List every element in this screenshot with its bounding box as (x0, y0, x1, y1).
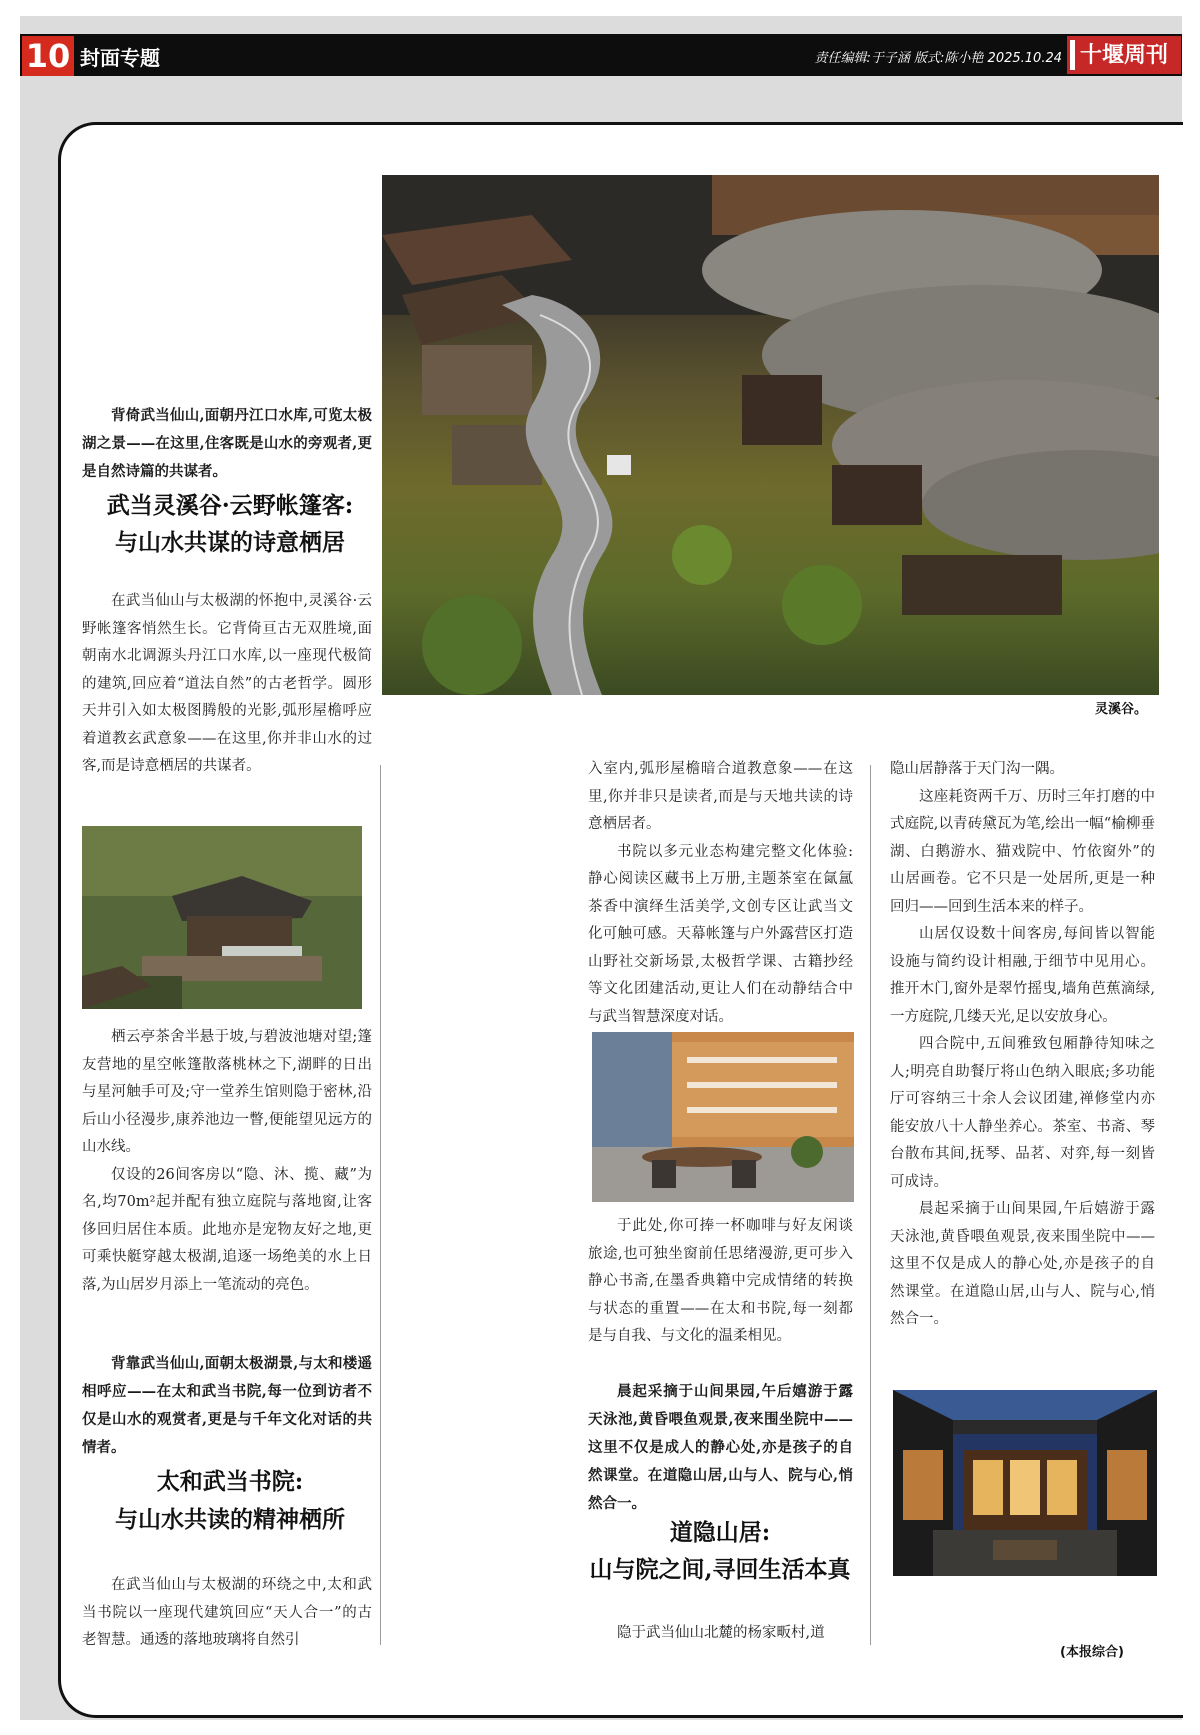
article3-paragraph-5: 晨起采摘于山间果园,午后嬉游于露天泳池,黄昏喂鱼观景,夜来围坐院中——这里不仅是成人的静心处,亦是孩子的自然课堂。在道隐山居,山与人、院与心,悄然合一。 (890, 1201, 1155, 1327)
article3-body-a (588, 1620, 853, 1648)
article2-title-line1: 太和武当书院: (156, 1468, 304, 1495)
article1-paragraph-3: 仅设的26间客房以“隐、沐、揽、藏”为名,均70m²起并配有独立庭院与落地窗,让客侈回归居住本质。此地亦是宠物友好之地,更可乘快艇穿越太极湖,追逐一场绝美的水上日落,为山居岁月添上一笔流动的亮色。 (82, 1166, 372, 1293)
article1-body-b (82, 1024, 372, 1299)
article3-paragraph-2: 这座耗资两千万、历时三年打磨的中式庭院,以青砖黛瓦为笔,绘出一幅“榆柳垂湖、白鹅游水、猫戏院中、竹依窗外”的山居画卷。它不只是一处居所,更是一种回归——回到生活本来的样子。 (890, 788, 1155, 915)
article1-paragraph-2: 栖云亭茶舍半悬于坡,与碧波池塘对望;篷友营地的星空帐篷散落桃林之下,湖畔的日出与星河触手可及;守一堂养生馆则隐于密林,沿后山小径漫步,康养池边一瞥,便能望见远方的山水线。 (82, 1029, 372, 1155)
article3-title-line2: 山与院之间,寻回生活本真 (589, 1556, 851, 1583)
article3-paragraph-1: 隐于武当仙山北麓的杨家畈村,道 (617, 1625, 825, 1641)
column-divider-2 (870, 765, 871, 1645)
bookstore-photo (592, 1032, 854, 1202)
article1-intro: 背倚武当仙山,面朝丹江口水库,可览太极湖之景——在这里,住客既是山水的旁观者,更是自然诗篇的共谋者。 (82, 407, 372, 480)
article3-title-line1: 道隐山居: (669, 1519, 771, 1546)
hero-caption: 灵溪谷。 (1095, 702, 1148, 717)
newspaper-brand: 十堰周刊 (1067, 36, 1181, 74)
tea-house-photo (82, 826, 362, 1009)
signoff: (本报综合) (1060, 1645, 1124, 1660)
article2-paragraph-1: 在武当仙山与太极湖的环绕之中,太和武当书院以一座现代建筑回应“天人合一”的古老智慧。通透的落地玻璃将自然引 (82, 1577, 372, 1648)
courtyard-photo (893, 1390, 1157, 1576)
article2-paragraph-1-cont: 入室内,弧形屋檐暗合道教意象——在这里,你并非只是读者,而是与天地共读的诗意栖居者。 (588, 761, 853, 832)
article1-paragraph-1: 在武当仙山与太极湖的怀抱中,灵溪谷·云野帐篷客悄然生长。它背倚亘古无双胜境,面朝南水北调源头丹江口水库,以一座现代极简的建筑,回应着“道法自然”的古老哲学。圆形天井引入如太极图腾般的光影,弧形屋檐呼应着道教玄武意象——在这里,你并非山水的过客,而是诗意栖居的共谋者。 (82, 593, 372, 774)
article1-title-line2: 与山水共谋的诗意栖居 (115, 529, 345, 556)
editor-credits: 责任编辑:于子涵 版式:陈小艳 2025.10.24 (814, 51, 1062, 66)
article2-intro: 背靠武当仙山,面朝太极湖景,与太和楼遥相呼应——在太和武当书院,每一位到访者不仅是山水的观赏者,更是与千年文化对话的共情者。 (82, 1355, 372, 1456)
article3-paragraph-1-cont: 隐山居静落于天门沟一隅。 (890, 761, 1064, 777)
article2-body-b (588, 756, 853, 1031)
article3-paragraph-3: 山居仅设数十间客房,每间皆以智能设施与简约设计相融,于细节中见用心。推开木门,窗外是翠竹摇曳,墙角芭蕉滴绿,一方庭院,几缕天光,足以安放身心。 (890, 926, 1155, 1025)
article2-body-a (82, 1572, 372, 1655)
article3-intro: 晨起采摘于山间果园,午后嬉游于露天泳池,黄昏喂鱼观景,夜来围坐院中——这里不仅是成人的静心处,亦是孩子的自然课堂。在道隐山居,山与人、院与心,悄然合一。 (588, 1383, 853, 1512)
article2-paragraph-3: 于此处,你可捧一杯咖啡与好友闲谈旅途,也可独坐窗前任思绪漫游,更可步入静心书斋,在墨香典籍中完成情绪的转换与状态的重置——在太和书院,每一刻都是与自我、与文化的温柔相见。 (588, 1218, 853, 1344)
article2-paragraph-2: 书院以多元业态构建完整文化体验:静心阅读区藏书上万册,主题茶室在氤氲茶香中演绎生活美学,文创专区让武当文化可触可感。天幕帐篷与户外露营区打造山野社交新场景,太极哲学课、古籍抄经等文化团建活动,更让人们在动静结合中与武当智慧深度对话。 (588, 843, 853, 1025)
article3-body-b (890, 756, 1155, 1334)
article1-body-a (82, 588, 372, 781)
article3-paragraph-4: 四合院中,五间雅致包厢静待知味之人;明亮自助餐厅将山色纳入眼底;多功能厅可容纳三十余人会议团建,禅修堂内亦能安放八十人静坐养心。茶室、书斋、琴台散布其间,抚琴、品茗、对弈,每一刻皆可成诗。 (890, 1036, 1155, 1190)
brand-stripe (1070, 40, 1075, 70)
article1-title-line1: 武当灵溪谷·云野帐篷客: (106, 492, 354, 519)
hero-photo-lingxi-valley (382, 175, 1159, 695)
section-title: 封面专题 (80, 46, 160, 70)
column-divider-1 (380, 765, 381, 1645)
article2-title-line2: 与山水共读的精神栖所 (115, 1506, 345, 1533)
page-number: 10 (22, 36, 74, 76)
article2-body-c (588, 1213, 853, 1351)
